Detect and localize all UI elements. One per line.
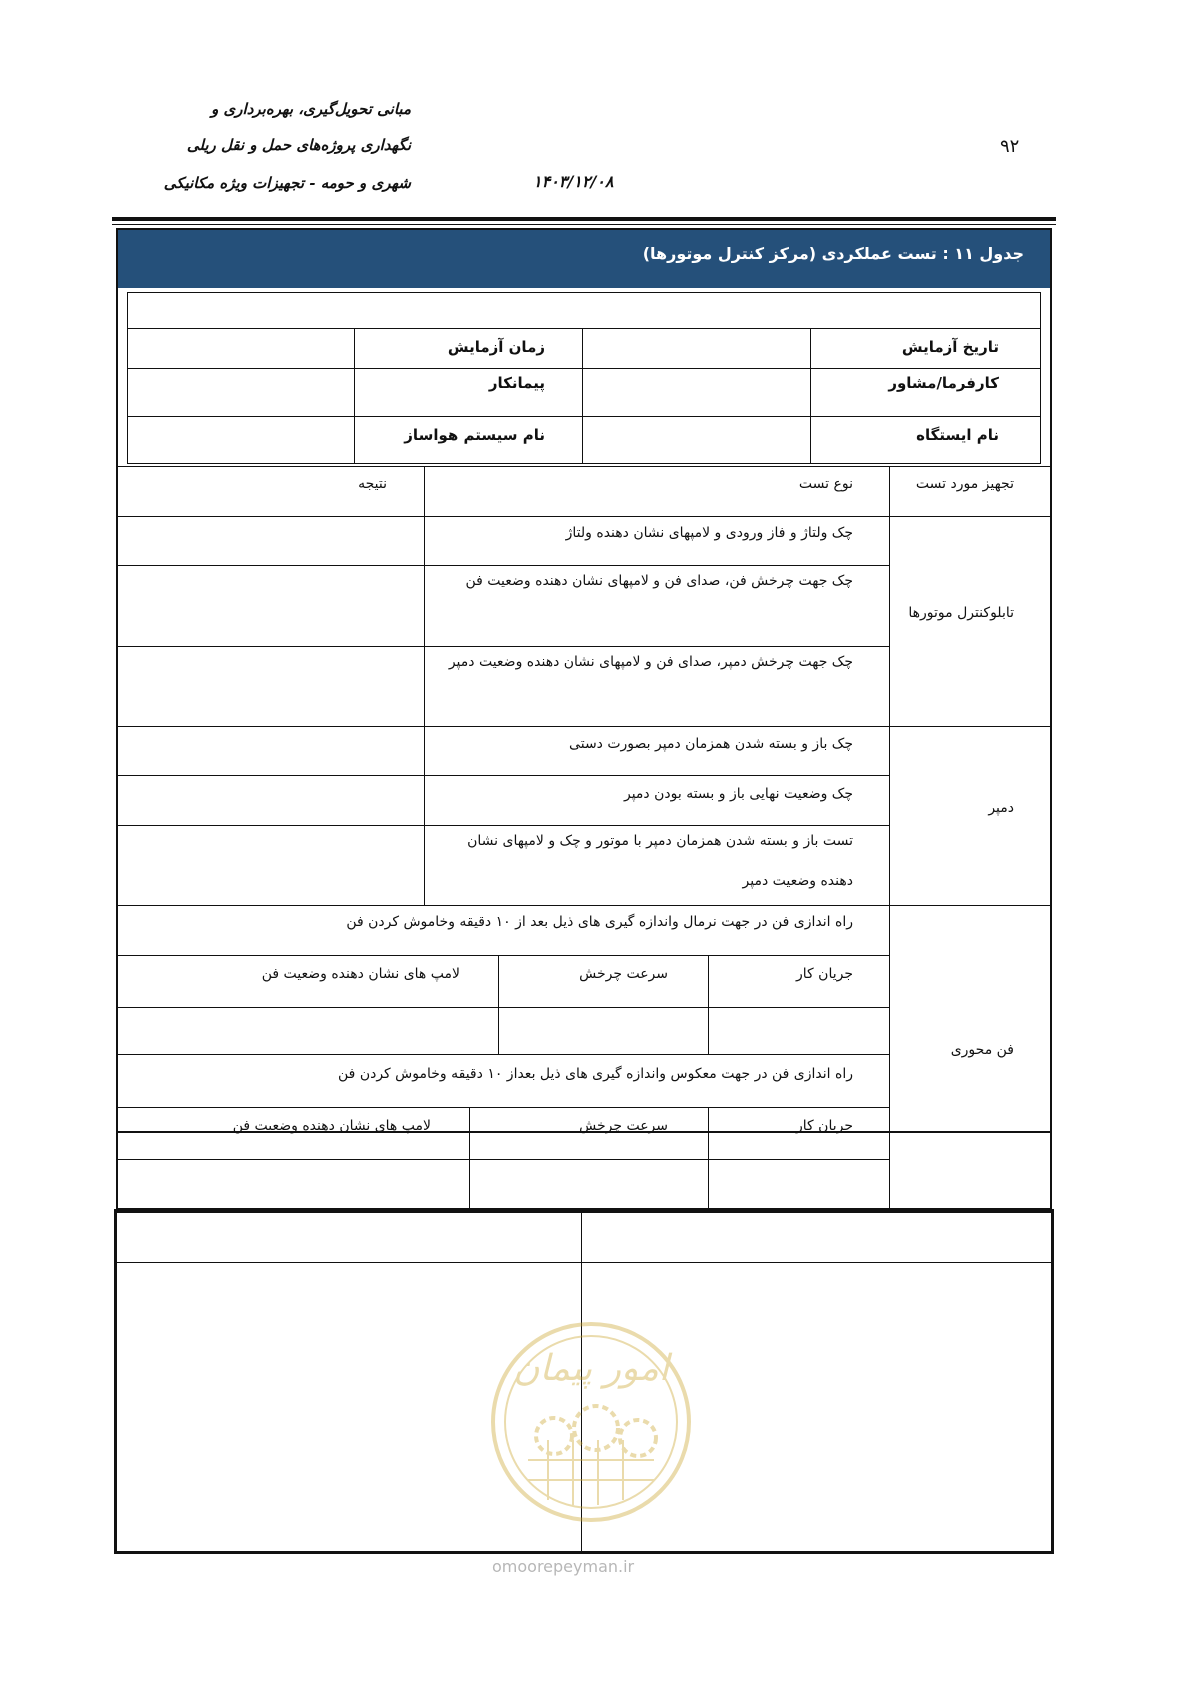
info-col-line: [582, 328, 583, 464]
header-rule-thick: [112, 217, 1056, 221]
row-line: [116, 1054, 889, 1055]
header-result: نتیجه: [358, 476, 387, 492]
label-test-date: تاریخ آزمایش: [901, 338, 999, 356]
fan-col-lamps: لامپ های نشان دهنده وضعیت فن: [261, 966, 460, 982]
fan-col-line: [708, 1107, 709, 1211]
info-col-line: [354, 328, 355, 464]
test-item: چک ولتاژ و فاز ورودی و لامپهای نشان دهنده ولتاژ: [565, 525, 853, 541]
label-employer: کارفرما/مشاور: [888, 374, 999, 392]
label-test-time: زمان آزمایش: [447, 338, 545, 356]
row-line: [116, 775, 889, 776]
header-date: ۱۴۰۳/۱۲/۰۸: [533, 172, 614, 191]
watermark-seal: [488, 1310, 694, 1550]
fan-reverse-run: راه اندازی فن در جهت معکوس واندازه گیری های ذیل بعداز ۱۰ دقیقه وخاموش کردن فن: [338, 1066, 853, 1082]
label-station: نام ایستگاه: [916, 426, 999, 444]
fan-col-line: [498, 955, 499, 1055]
label-ahu-name: نام سیستم هواساز: [404, 426, 545, 444]
equipment-axial-fan: فن محوری: [950, 1042, 1014, 1058]
header-rule-thin: [112, 224, 1056, 225]
col-line-result: [424, 466, 425, 906]
test-item: چک وضعیت نهایی باز و بسته بودن دمپر: [623, 786, 853, 802]
equipment-mcc-panel: تابلوکنترل موتورها: [908, 605, 1014, 621]
row-line: [116, 1159, 889, 1160]
fan-col-line: [708, 955, 709, 1055]
equipment-damper: دمپر: [988, 800, 1014, 816]
info-row-line: [127, 416, 1041, 417]
row-line: [116, 1007, 889, 1008]
header-title-line2: نگهداری پروژه‌های حمل و نقل ریلی: [186, 136, 411, 154]
fan-normal-run: راه اندازی فن در جهت نرمال واندازه گیری های ذیل بعد از ۱۰ دقیقه وخاموش کردن فن: [346, 914, 853, 930]
fan-col-line: [469, 1107, 470, 1211]
row-line: [116, 726, 1052, 727]
watermark-url: omoorepeyman.ir: [492, 1557, 635, 1576]
page-number: ۹۲: [1000, 136, 1020, 157]
col-line-equipment: [889, 466, 890, 1212]
row-line: [116, 516, 1052, 517]
row-line: [116, 1107, 889, 1108]
table-banner: [118, 230, 1050, 288]
test-item: چک باز و بسته شدن همزمان دمپر بصورت دستی: [569, 736, 853, 752]
info-row-line: [127, 328, 1041, 329]
fan-col-speed: سرعت چرخش: [579, 1118, 668, 1134]
signature-row-line: [117, 1262, 1051, 1263]
test-item: چک جهت چرخش دمپر، صدای فن و لامپهای نشان دهنده وضعیت دمپر: [448, 654, 853, 670]
table-title: جدول ۱۱ : تست عملکردی (مرکز کنترل موتورها): [642, 244, 1024, 263]
header-title-line3: شهری و حومه - تجهیزات ویژه مکانیکی: [163, 174, 411, 192]
fan-col-lamps: لامپ های نشان دهنده وضعیت فن: [232, 1118, 431, 1134]
info-row-line: [127, 368, 1041, 369]
label-contractor: پیمانکار: [488, 374, 545, 392]
fan-col-current: جریان کار: [796, 966, 853, 982]
header-test-type: نوع تست: [798, 476, 853, 492]
header-title-line1: مبانی تحویل‌گیری، بهره‌برداری و: [211, 100, 411, 118]
header-equipment: تجهیز مورد تست: [915, 476, 1014, 492]
test-item: چک جهت چرخش فن، صدای فن و لامپهای نشان دهنده وضعیت فن: [465, 573, 853, 589]
fan-col-speed: سرعت چرخش: [579, 966, 668, 982]
row-line: [116, 905, 1052, 906]
info-col-line: [810, 328, 811, 464]
fan-col-current: جریان کار: [796, 1118, 853, 1134]
watermark-text: امور پیمان: [513, 1348, 669, 1389]
test-item: تست باز و بسته شدن همزمان دمپر با موتور و چک و لامپهای نشان دهنده وضعیت دمپر: [467, 833, 853, 889]
row-line: [116, 955, 889, 956]
